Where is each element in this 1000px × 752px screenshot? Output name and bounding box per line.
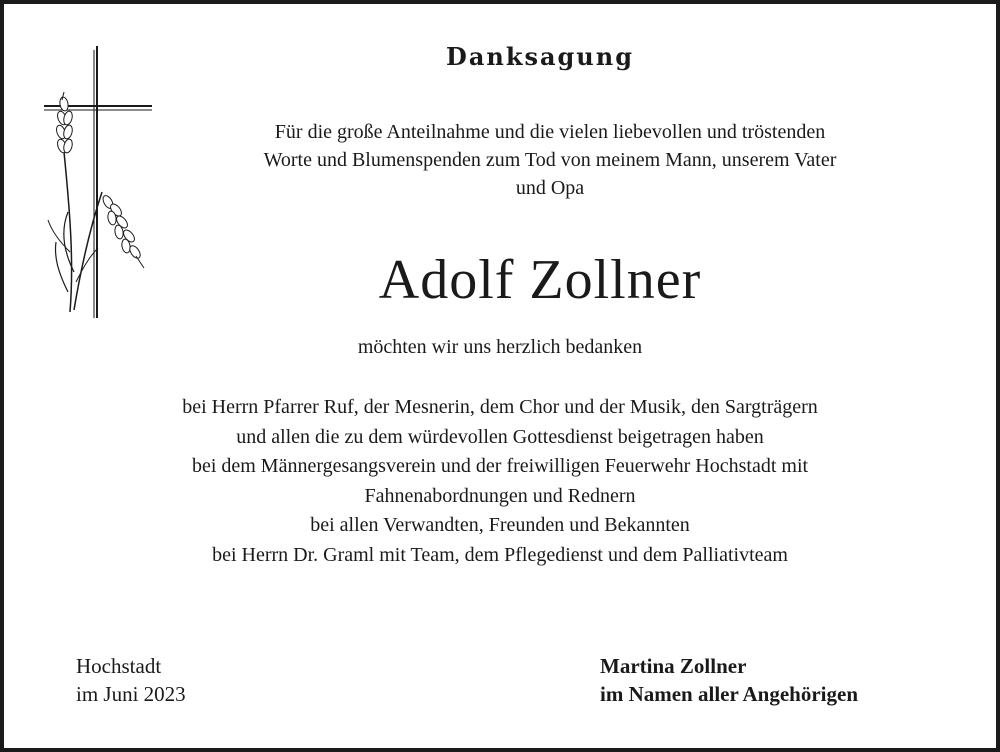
acknowledgement-line: bei Herrn Pfarrer Ruf, der Mesnerin, dem Chor und der Musik, den Sargträgern [182, 396, 818, 418]
intro-line: Für die große Anteilnahme und die vielen liebevollen und tröstenden [274, 121, 826, 143]
intro-line: Worte und Blumenspenden zum Tod von meinem Mann, unserem Vater [263, 149, 837, 171]
intro-line: und Opa [515, 177, 585, 199]
intro-text [150, 118, 950, 202]
acknowledgement-line: bei allen Verwandten, Freunden und Bekannten [310, 514, 690, 536]
deceased-name: Adolf Zollner [378, 249, 702, 311]
signature-block [600, 652, 858, 708]
date: im Juni 2023 [76, 682, 186, 706]
page-title: Danksagung [446, 42, 634, 71]
acknowledgement-line: bei Herrn Dr. Graml mit Team, dem Pflegedienst und dem Palliativteam [212, 543, 788, 566]
acknowledgement-line: bei dem Männergesangsverein und der freiwilligen Feuerwehr Hochstadt mit [191, 455, 809, 477]
town: Hochstadt [76, 654, 162, 678]
signer-note: im Namen aller Angehörigen [600, 682, 859, 706]
signer-name: Martina Zollner [600, 654, 747, 678]
cross-with-wheat-icon [40, 42, 155, 322]
place-and-date [76, 652, 186, 708]
acknowledgement-list [0, 393, 1000, 570]
acknowledgement-line: und allen die zu dem würdevollen Gottesdienst beigetragen haben [236, 425, 764, 448]
acknowledgement-line: Fahnenabordnungen und Rednern [364, 484, 636, 507]
thanks-line: möchten wir uns herzlich bedanken [357, 336, 643, 358]
